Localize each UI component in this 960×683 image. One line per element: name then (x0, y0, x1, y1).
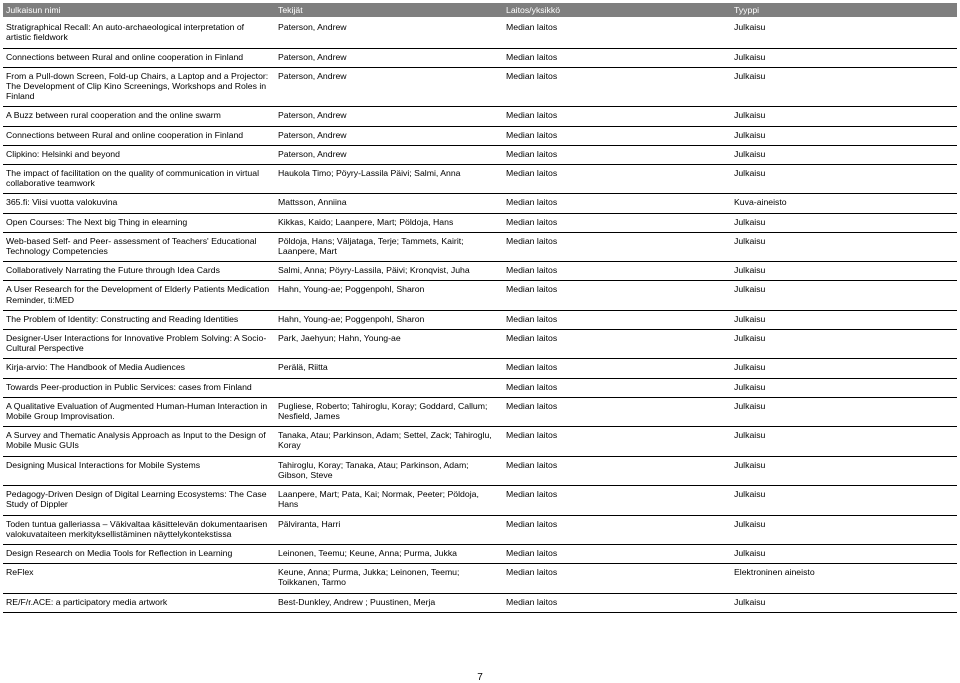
cell-title: Design Research on Media Tools for Reflection in Learning (3, 544, 275, 563)
cell-title: Designing Musical Interactions for Mobile Systems (3, 456, 275, 485)
cell-type: Julkaisu (731, 126, 957, 145)
table-row (3, 486, 957, 515)
cell-title: Stratigraphical Recall: An auto-archaeological interpretation of artistic fieldwork (3, 18, 275, 48)
table-row (3, 18, 957, 48)
cell-unit: Median laitos (503, 427, 731, 456)
table-row (3, 165, 957, 194)
cell-authors: Paterson, Andrew (275, 107, 503, 126)
cell-authors: Keune, Anna; Purma, Jukka; Leinonen, Teemu; Toikkanen, Tarmo (275, 564, 503, 593)
table-row (3, 378, 957, 397)
cell-authors: Leinonen, Teemu; Keune, Anna; Purma, Jukka (275, 544, 503, 563)
cell-type: Julkaisu (731, 427, 957, 456)
cell-unit: Median laitos (503, 165, 731, 194)
cell-type: Julkaisu (731, 107, 957, 126)
cell-title: RE/F/r.ACE: a participatory media artwork (3, 593, 275, 612)
cell-type: Julkaisu (731, 18, 957, 48)
cell-title: ReFlex (3, 564, 275, 593)
header-authors: Tekijät (275, 3, 503, 18)
cell-authors: Paterson, Andrew (275, 145, 503, 164)
cell-title: Connections between Rural and online cooperation in Finland (3, 126, 275, 145)
cell-type: Julkaisu (731, 262, 957, 281)
cell-title: Web-based Self- and Peer- assessment of Teachers' Educational Technology Competencies (3, 232, 275, 261)
cell-title: 365.fi: Viisi vuotta valokuvina (3, 194, 275, 213)
header-unit: Laitos/yksikkö (503, 3, 731, 18)
cell-type: Julkaisu (731, 310, 957, 329)
cell-type: Julkaisu (731, 515, 957, 544)
cell-authors: Pälviranta, Harri (275, 515, 503, 544)
cell-authors (275, 378, 503, 397)
cell-type: Julkaisu (731, 213, 957, 232)
cell-title: The impact of facilitation on the quality of communication in virtual collaborative teamwork (3, 165, 275, 194)
cell-title: The Problem of Identity: Constructing and Reading Identities (3, 310, 275, 329)
cell-type: Julkaisu (731, 378, 957, 397)
cell-unit: Median laitos (503, 330, 731, 359)
cell-title: Designer-User Interactions for Innovative Problem Solving: A Socio-Cultural Perspective (3, 330, 275, 359)
table-row (3, 67, 957, 107)
cell-type: Julkaisu (731, 330, 957, 359)
cell-title: A User Research for the Development of Elderly Patients Medication Reminder, ti:MED (3, 281, 275, 310)
table-row (3, 262, 957, 281)
table-row (3, 310, 957, 329)
cell-unit: Median laitos (503, 515, 731, 544)
cell-unit: Median laitos (503, 18, 731, 48)
cell-title: Kirja-arvio: The Handbook of Media Audiences (3, 359, 275, 378)
table-row (3, 126, 957, 145)
cell-title: Open Courses: The Next big Thing in elearning (3, 213, 275, 232)
table-row (3, 281, 957, 310)
cell-authors: Tahiroglu, Koray; Tanaka, Atau; Parkinson, Adam; Gibson, Steve (275, 456, 503, 485)
cell-authors: Park, Jaehyun; Hahn, Young-ae (275, 330, 503, 359)
table-row (3, 145, 957, 164)
table-row (3, 593, 957, 612)
cell-type: Julkaisu (731, 67, 957, 107)
cell-unit: Median laitos (503, 456, 731, 485)
table-row (3, 544, 957, 563)
table-body (3, 18, 957, 612)
cell-unit: Median laitos (503, 378, 731, 397)
cell-unit: Median laitos (503, 397, 731, 426)
cell-authors: Hahn, Young-ae; Poggenpohl, Sharon (275, 310, 503, 329)
cell-unit: Median laitos (503, 359, 731, 378)
cell-authors: Pöldoja, Hans; Väljataga, Terje; Tammets, Kairit; Laanpere, Mart (275, 232, 503, 261)
cell-type: Julkaisu (731, 232, 957, 261)
cell-type: Julkaisu (731, 48, 957, 67)
cell-authors: Hahn, Young-ae; Poggenpohl, Sharon (275, 281, 503, 310)
cell-unit: Median laitos (503, 593, 731, 612)
table-row (3, 48, 957, 67)
cell-type: Julkaisu (731, 281, 957, 310)
header-title: Julkaisun nimi (3, 3, 275, 18)
cell-unit: Median laitos (503, 281, 731, 310)
cell-unit: Median laitos (503, 310, 731, 329)
cell-unit: Median laitos (503, 564, 731, 593)
cell-title: From a Pull-down Screen, Fold-up Chairs, a Laptop and a Projector: The Development of Clip Kino Screenings, Workshops and Roles in Finland (3, 67, 275, 107)
cell-title: Pedagogy-Driven Design of Digital Learning Ecosystems: The Case Study of Dippler (3, 486, 275, 515)
cell-type: Julkaisu (731, 165, 957, 194)
cell-type: Julkaisu (731, 544, 957, 563)
cell-type: Kuva-aineisto (731, 194, 957, 213)
cell-authors: Paterson, Andrew (275, 126, 503, 145)
cell-unit: Median laitos (503, 145, 731, 164)
table-header-row (3, 3, 957, 18)
cell-authors: Mattsson, Anniina (275, 194, 503, 213)
cell-title: Connections between Rural and online cooperation in Finland (3, 48, 275, 67)
table-row (3, 397, 957, 426)
cell-authors: Kikkas, Kaido; Laanpere, Mart; Pöldoja, Hans (275, 213, 503, 232)
cell-type: Julkaisu (731, 397, 957, 426)
cell-unit: Median laitos (503, 194, 731, 213)
cell-title: Clipkino: Helsinki and beyond (3, 145, 275, 164)
table-row (3, 194, 957, 213)
cell-authors: Best-Dunkley, Andrew ; Puustinen, Merja (275, 593, 503, 612)
table-row (3, 564, 957, 593)
table-row (3, 427, 957, 456)
cell-authors: Tanaka, Atau; Parkinson, Adam; Settel, Zack; Tahiroglu, Koray (275, 427, 503, 456)
header-type: Tyyppi (731, 3, 957, 18)
cell-authors: Pugliese, Roberto; Tahiroglu, Koray; Goddard, Callum; Nesfield, James (275, 397, 503, 426)
cell-type: Julkaisu (731, 359, 957, 378)
cell-authors: Paterson, Andrew (275, 67, 503, 107)
table-row (3, 232, 957, 261)
cell-title: Towards Peer-production in Public Services: cases from Finland (3, 378, 275, 397)
cell-unit: Median laitos (503, 67, 731, 107)
cell-authors: Paterson, Andrew (275, 48, 503, 67)
cell-type: Julkaisu (731, 486, 957, 515)
cell-type: Elektroninen aineisto (731, 564, 957, 593)
publications-table (3, 3, 957, 613)
cell-title: A Buzz between rural cooperation and the online swarm (3, 107, 275, 126)
cell-title: A Survey and Thematic Analysis Approach as Input to the Design of Mobile Music GUIs (3, 427, 275, 456)
cell-authors: Perälä, Riitta (275, 359, 503, 378)
cell-title: Toden tuntua galleriassa – Väkivaltaa käsittelevän dokumentaarisen valokuvataiteen merkityksellistäminen näyttelykontekstissa (3, 515, 275, 544)
cell-unit: Median laitos (503, 262, 731, 281)
cell-type: Julkaisu (731, 593, 957, 612)
cell-unit: Median laitos (503, 213, 731, 232)
table-row (3, 359, 957, 378)
cell-unit: Median laitos (503, 544, 731, 563)
cell-title: A Qualitative Evaluation of Augmented Human-Human Interaction in Mobile Group Improvisation. (3, 397, 275, 426)
table-row (3, 515, 957, 544)
cell-unit: Median laitos (503, 486, 731, 515)
cell-authors: Salmi, Anna; Pöyry-Lassila, Päivi; Kronqvist, Juha (275, 262, 503, 281)
table-row (3, 456, 957, 485)
cell-unit: Median laitos (503, 48, 731, 67)
table-row (3, 330, 957, 359)
table-row (3, 213, 957, 232)
cell-authors: Paterson, Andrew (275, 18, 503, 48)
page-number: 7 (477, 672, 483, 683)
cell-unit: Median laitos (503, 107, 731, 126)
cell-unit: Median laitos (503, 126, 731, 145)
cell-unit: Median laitos (503, 232, 731, 261)
cell-authors: Laanpere, Mart; Pata, Kai; Normak, Peeter; Pöldoja, Hans (275, 486, 503, 515)
cell-type: Julkaisu (731, 145, 957, 164)
cell-type: Julkaisu (731, 456, 957, 485)
cell-title: Collaboratively Narrating the Future through Idea Cards (3, 262, 275, 281)
table-row (3, 107, 957, 126)
cell-authors: Haukola Timo; Pöyry-Lassila Päivi; Salmi, Anna (275, 165, 503, 194)
